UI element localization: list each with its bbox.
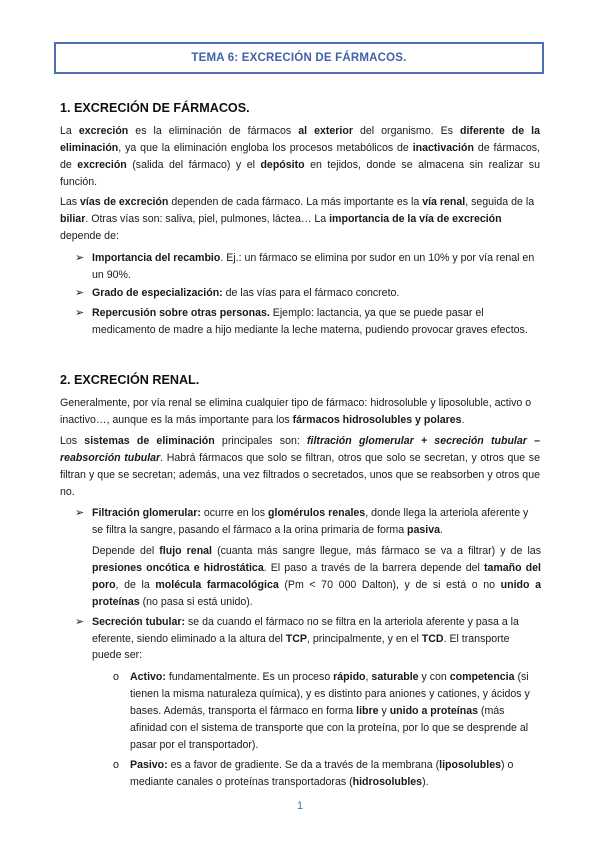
arrow-bullet-icon: ➢ xyxy=(75,252,85,264)
section-heading-1: 1. EXCRECIÓN DE FÁRMACOS. xyxy=(60,101,250,115)
title-box xyxy=(54,42,544,74)
circle-bullet-icon: o xyxy=(113,671,119,683)
list-item: ➢ Importancia del recambio. Ej.: un fármaco se elimina por sudor en un 10% y por vía renal en un 90%. xyxy=(75,252,535,281)
list-item: ➢ Secreción tubular: se da cuando el fármaco no se filtra en la arteriola aferente y pasa a la eferente, siendo eliminado a la altura del TCP, principalmente, y en el TCD. El transporte puede ser: xyxy=(75,616,519,661)
list-item-continuation: Depende del flujo renal (cuanta más sangre llegue, más fármaco se va a filtrar) y de las presiones oncótica e hidrostática. El paso a través de la barrera depende del tamaño del poro, de la molécula farmacológica (Pm < 70 000 Dalton), y de si está o no unido a proteínas (no pasa si está unido). xyxy=(92,545,542,608)
circle-bullet-icon: o xyxy=(113,759,119,771)
list-item: ➢ Filtración glomerular: ocurre en los glomérulos renales, donde llega la arteriola aferente y se filtra la sangre, pasando el fármaco a la orina primaria de forma pasiva. xyxy=(75,507,529,536)
arrow-bullet-icon: ➢ xyxy=(75,287,85,299)
page-number: 1 xyxy=(296,800,304,812)
list-item: ➢ Repercusión sobre otras personas. Ejemplo: lactancia, ya que se puede pasar el medicamento de madre a hijo mediante la leche materna, pudiendo provocar graves efectos. xyxy=(75,307,528,336)
arrow-bullet-icon: ➢ xyxy=(75,307,85,319)
paragraph-excrecion: La excreción es la eliminación de fármacos al exterior del organismo. Es diferente de la eliminación, ya que la eliminación engloba los procesos metabólicos de inactivación de fármacos, de excreción (salida del fármaco) y el depósito en tejidos, donde se almacena sin realizar su función. xyxy=(60,125,540,188)
paragraph-generalmente: Generalmente, por vía renal se elimina cualquier tipo de fármaco: hidrosoluble y liposoluble, activo o inactivo…, aunque es la más importante para los fármacos hidrosolubles y polares. xyxy=(60,397,532,426)
section-heading-2: 2. EXCRECIÓN RENAL. xyxy=(60,373,200,387)
page-title: TEMA 6: EXCRECIÓN DE FÁRMACOS. xyxy=(191,52,407,64)
sub-list-item: o Pasivo: es a favor de gradiente. Se da a través de la membrana (liposolubles) o mediante canales o proteínas transportadoras (hidrosolubles). xyxy=(113,759,514,788)
arrow-bullet-icon: ➢ xyxy=(75,507,85,519)
list-item: ➢ Grado de especialización: de las vías para el fármaco concreto. xyxy=(75,285,541,302)
paragraph-vias: Las vías de excreción dependen de cada fármaco. La más importante es la vía renal, seguida de la biliar. Otras vías son: saliva, piel, pulmones, láctea… La importancia de la vía de excreción depende de: xyxy=(60,196,535,242)
sub-list-item: o Activo: fundamentalmente. Es un proceso rápido, saturable y con competencia (si tienen la misma naturaleza química), y es distinto para aniones y cationes, y ácidos y bases. Además, transporta el fármaco en forma libre y unido a proteínas (más afinidad con el sistema de transporte que con la proteína, por lo que se desprende al pasar por el transportador). xyxy=(113,671,530,751)
paragraph-sistemas: Los sistemas de eliminación principales son: filtración glomerular + secreción tubular – reabsorción tubular. Habrá fármacos que solo se filtran, otros que solo se secretan, y otros que se filtran y que se secretan; además, una vez filtrados o secretados, unos que se reabsorben y otros que no. xyxy=(60,435,540,498)
arrow-bullet-icon: ➢ xyxy=(75,616,85,628)
